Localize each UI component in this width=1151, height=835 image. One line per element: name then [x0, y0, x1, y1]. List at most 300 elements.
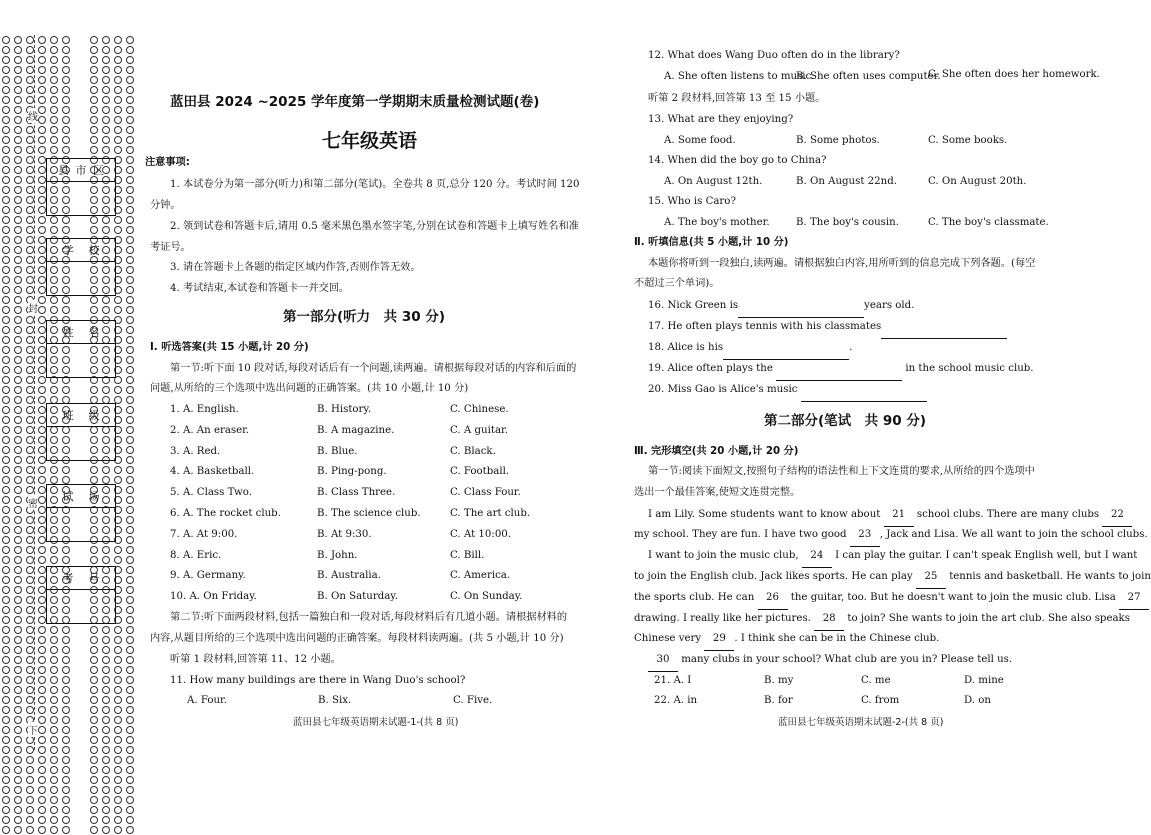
cloze-blank[interactable]: 22: [1102, 505, 1132, 527]
answer-dot: [62, 696, 70, 704]
answer-dot: [50, 476, 58, 484]
answer-dot: [126, 816, 134, 824]
answer-dot: [114, 666, 122, 674]
notice-line: 4. 考试结束,本试卷和答题卡一并交回。: [170, 283, 350, 294]
answer-dot: [38, 736, 46, 744]
bind-word-down: 下: [28, 722, 38, 737]
section2-heading: Ⅱ. 听填信息(共 5 小题,计 10 分): [634, 237, 789, 248]
answer-dot: [38, 666, 46, 674]
option: C. On August 20th.: [928, 176, 1027, 187]
answer-dot: [90, 776, 98, 784]
answer-dot: [62, 736, 70, 744]
option: A. Four.: [187, 695, 228, 706]
answer-dot: [38, 246, 46, 254]
answer-dot: [38, 486, 46, 494]
answer-dot: [114, 466, 122, 474]
answer-dot: [102, 716, 110, 724]
answer-dot: [90, 476, 98, 484]
answer-dot: [50, 636, 58, 644]
answer-dot: [102, 806, 110, 814]
answer-dot: [126, 596, 134, 604]
answer-dot: [2, 486, 10, 494]
answer-dot: [14, 646, 22, 654]
answer-dot: [50, 56, 58, 64]
answer-dot: [38, 746, 46, 754]
answer-dot: [90, 726, 98, 734]
answer-dot: [14, 796, 22, 804]
option: B. for: [764, 695, 793, 706]
answer-dot: [50, 686, 58, 694]
answer-dot: [14, 606, 22, 614]
section3-intro: 选出一个最佳答案,使短文连贯完整。: [634, 487, 801, 498]
answer-dot: [114, 816, 122, 824]
answer-dot: [26, 686, 34, 694]
answer-dot: [90, 216, 98, 224]
section3-heading: Ⅲ. 完形填空(共 20 小题,计 20 分): [634, 446, 799, 457]
answer-dot: [126, 356, 134, 364]
answer-dot: [126, 486, 134, 494]
answer-dot: [126, 696, 134, 704]
answer-dot: [50, 776, 58, 784]
answer-dot: [14, 256, 22, 264]
answer-dot: [62, 116, 70, 124]
answer-dot: [26, 76, 34, 84]
answer-blank[interactable]: [881, 317, 1007, 339]
cloze-blank[interactable]: 28: [814, 609, 844, 631]
cloze-blank[interactable]: 23: [850, 525, 880, 547]
answer-dot: [26, 456, 34, 464]
answer-dot: [14, 406, 22, 414]
answer-dot: [14, 166, 22, 174]
answer-dot: [14, 276, 22, 284]
answer-dot: [14, 376, 22, 384]
answer-dot: [14, 66, 22, 74]
answer-dot: [2, 156, 10, 164]
answer-dot: [2, 726, 10, 734]
answer-dot: [126, 236, 134, 244]
answer-dot: [102, 816, 110, 824]
answer-dot: [90, 806, 98, 814]
question-12: 12. What does Wang Duo often do in the library?: [648, 50, 900, 61]
answer-dot: [126, 46, 134, 54]
answer-dot: [90, 826, 98, 834]
answer-dot: [102, 796, 110, 804]
school-box[interactable]: 学 校: [46, 238, 116, 296]
bind-word-seal: 封: [28, 300, 38, 315]
answer-dot: [26, 486, 34, 494]
cloze-blank[interactable]: 30: [648, 650, 678, 672]
answer-dot: [38, 716, 46, 724]
exam-room-box[interactable]: 试 场: [46, 484, 116, 542]
answer-dot: [126, 546, 134, 554]
answer-dot: [26, 46, 34, 54]
answer-dot: [62, 46, 70, 54]
option: 6. A. The rocket club.: [170, 508, 281, 519]
answer-dot: [38, 676, 46, 684]
answer-dot: [2, 246, 10, 254]
answer-dot: [14, 696, 22, 704]
answer-dot: [114, 296, 122, 304]
answer-dot: [26, 266, 34, 274]
answer-dot: [14, 506, 22, 514]
answer-dot: [38, 296, 46, 304]
answer-dot: [38, 626, 46, 634]
county-box[interactable]: 县 市 区: [46, 158, 116, 216]
answer-dot: [26, 776, 34, 784]
option: C. Football.: [450, 466, 510, 478]
answer-dot: [90, 766, 98, 774]
part2-heading: 第二部分(笔试 共 90 分): [764, 413, 927, 429]
answer-dot: [2, 546, 10, 554]
answer-dot: [126, 506, 134, 514]
answer-dot: [2, 146, 10, 154]
answer-dot: [2, 136, 10, 144]
answer-dot: [26, 276, 34, 284]
answer-dot: [38, 136, 46, 144]
answer-dot: [38, 636, 46, 644]
answer-dot: [14, 516, 22, 524]
answer-dot: [114, 46, 122, 54]
answer-dot: [14, 656, 22, 664]
answer-dot: [26, 736, 34, 744]
answer-dot: [14, 536, 22, 544]
section1-part2-intro: 第二节:听下面两段材料,包括一篇独白和一段对话,每段材料后有几道小题。请根据材料的: [170, 612, 568, 623]
answer-dot: [26, 256, 34, 264]
answer-dot: [50, 146, 58, 154]
answer-dot: [2, 336, 10, 344]
answer-dot: [90, 86, 98, 94]
answer-dot: [26, 596, 34, 604]
answer-dot: [26, 356, 34, 364]
answer-dot: [90, 56, 98, 64]
answer-dot: [26, 96, 34, 104]
answer-dot: [38, 176, 46, 184]
cloze-blank[interactable]: 26: [758, 588, 788, 610]
answer-dot: [26, 426, 34, 434]
answer-dot: [26, 616, 34, 624]
answer-dot: [2, 806, 10, 814]
answer-dot: [2, 776, 10, 784]
answer-dot: [2, 306, 10, 314]
answer-dot: [26, 676, 34, 684]
answer-dot: [114, 786, 122, 794]
answer-blank[interactable]: [801, 380, 927, 402]
answer-dot: [26, 586, 34, 594]
answer-dot: [26, 286, 34, 294]
answer-dot: [14, 676, 22, 684]
cloze-blank[interactable]: 29: [704, 629, 734, 651]
answer-dot: [50, 106, 58, 114]
answer-dot: [14, 226, 22, 234]
answer-dot: [114, 136, 122, 144]
answer-dot: [126, 466, 134, 474]
answer-dot: [14, 366, 22, 374]
answer-dot: [126, 716, 134, 724]
answer-dot: [2, 206, 10, 214]
question-15: 15. Who is Caro?: [648, 196, 736, 207]
option: 21. A. I: [654, 675, 692, 686]
answer-dot: [114, 106, 122, 114]
answer-dot: [114, 696, 122, 704]
answer-dot: [114, 126, 122, 134]
notice-heading: 注意事项:: [145, 157, 190, 168]
cloze-blank[interactable]: 25: [916, 567, 946, 589]
answer-dot: [50, 546, 58, 554]
answer-dot: [114, 636, 122, 644]
answer-dot: [62, 96, 70, 104]
exam-number-box[interactable]: 考 号: [46, 566, 116, 624]
class-box[interactable]: 班 级: [46, 403, 116, 461]
answer-dot: [126, 426, 134, 434]
answer-dot: [62, 56, 70, 64]
answer-dot: [26, 66, 34, 74]
answer-dot: [114, 386, 122, 394]
answer-dot: [38, 316, 46, 324]
answer-dot: [62, 776, 70, 784]
answer-dot: [102, 556, 110, 564]
answer-dot: [26, 606, 34, 614]
bind-word-line: 线: [28, 108, 38, 123]
answer-dot: [38, 326, 46, 334]
cloze-blank[interactable]: 27: [1119, 588, 1149, 610]
answer-dot: [126, 496, 134, 504]
answer-dot: [90, 466, 98, 474]
answer-dot: [126, 456, 134, 464]
answer-dot: [62, 226, 70, 234]
answer-dot: [102, 56, 110, 64]
answer-dot: [126, 706, 134, 714]
answer-dot: [2, 506, 10, 514]
answer-dot: [126, 736, 134, 744]
answer-dot: [14, 476, 22, 484]
answer-dot: [114, 656, 122, 664]
answer-dot: [14, 416, 22, 424]
answer-dot: [38, 196, 46, 204]
option: A. The boy's mother.: [664, 217, 770, 228]
answer-dot: [2, 816, 10, 824]
answer-dot: [102, 476, 110, 484]
answer-dot: [38, 656, 46, 664]
answer-dot: [14, 136, 22, 144]
answer-dot: [14, 786, 22, 794]
answer-dot: [50, 86, 58, 94]
option: B. The science club.: [317, 508, 421, 519]
answer-dot: [114, 726, 122, 734]
exam-subtitle: 七年级英语: [322, 130, 418, 152]
option: 4. A. Basketball.: [170, 466, 255, 478]
answer-dot: [50, 626, 58, 634]
answer-dot: [14, 616, 22, 624]
answer-dot: [50, 126, 58, 134]
answer-dot: [62, 646, 70, 654]
answer-dot: [126, 376, 134, 384]
answer-dot: [126, 156, 134, 164]
answer-dot: [26, 226, 34, 234]
answer-dot: [2, 416, 10, 424]
answer-dot: [90, 386, 98, 394]
listen-material-1: 听第 1 段材料,回答第 11、12 小题。: [170, 654, 341, 665]
answer-dot: [38, 516, 46, 524]
answer-dot: [38, 186, 46, 194]
answer-dot: [126, 226, 134, 234]
answer-dot: [126, 516, 134, 524]
answer-dot: [126, 686, 134, 694]
answer-dot: [38, 96, 46, 104]
answer-dot: [26, 816, 34, 824]
answer-dot: [50, 66, 58, 74]
answer-dot: [102, 116, 110, 124]
answer-dot: [26, 796, 34, 804]
answer-dot: [50, 766, 58, 774]
answer-dot: [14, 446, 22, 454]
option: B. Some photos.: [796, 135, 880, 146]
answer-dot: [2, 396, 10, 404]
option: A. On August 12th.: [664, 176, 763, 187]
answer-dot: [102, 146, 110, 154]
answer-dot: [14, 426, 22, 434]
answer-dot: [2, 106, 10, 114]
answer-dot: [90, 626, 98, 634]
answer-dot: [38, 506, 46, 514]
answer-dot: [38, 156, 46, 164]
answer-dot: [114, 226, 122, 234]
answer-dot: [14, 56, 22, 64]
answer-dot: [90, 76, 98, 84]
answer-dot: [90, 746, 98, 754]
answer-dot: [38, 66, 46, 74]
answer-dot: [62, 796, 70, 804]
answer-dot: [2, 766, 10, 774]
answer-dot: [14, 566, 22, 574]
answer-dot: [2, 96, 10, 104]
answer-dot: [14, 466, 22, 474]
answer-dot: [62, 656, 70, 664]
cloze-blank[interactable]: 24: [802, 546, 832, 568]
answer-dot: [90, 686, 98, 694]
answer-dot: [38, 706, 46, 714]
answer-dot: [126, 646, 134, 654]
answer-dot: [102, 656, 110, 664]
answer-dot: [26, 566, 34, 574]
answer-dot: [50, 466, 58, 474]
option: B. Ping-pong.: [317, 466, 387, 478]
answer-dot: [38, 166, 46, 174]
answer-dot: [62, 76, 70, 84]
answer-dot: [114, 306, 122, 314]
question-17: 17. He often plays tennis with his classmates: [648, 317, 1007, 339]
answer-dot: [126, 776, 134, 784]
answer-dot: [38, 226, 46, 234]
answer-dot: [90, 106, 98, 114]
section2-intro: 本题你将听到一段独白,读两遍。请根据独白内容,用所听到的信息完成下列各题。(每空: [648, 258, 1036, 269]
answer-dot: [14, 666, 22, 674]
answer-dot: [50, 226, 58, 234]
answer-blank[interactable]: [776, 359, 902, 381]
answer-dot: [102, 756, 110, 764]
answer-dot: [2, 176, 10, 184]
answer-dot: [26, 576, 34, 584]
name-box[interactable]: 姓 名: [46, 320, 116, 378]
answer-dot: [38, 46, 46, 54]
answer-dot: [50, 116, 58, 124]
option: 8. A. Eric.: [170, 549, 222, 561]
answer-dot: [2, 496, 10, 504]
option: D. on: [964, 695, 991, 706]
binding-sidebar: [0, 0, 142, 793]
answer-dot: [38, 496, 46, 504]
answer-dot: [102, 626, 110, 634]
answer-dot: [2, 86, 10, 94]
answer-dot: [38, 466, 46, 474]
cloze-blank[interactable]: 21: [884, 505, 914, 527]
answer-dot: [2, 226, 10, 234]
answer-dot: [126, 386, 134, 394]
answer-dot: [50, 76, 58, 84]
answer-dot: [102, 676, 110, 684]
answer-dot: [2, 826, 10, 834]
option: B. John.: [317, 549, 358, 561]
answer-dot: [90, 676, 98, 684]
answer-dot: [26, 416, 34, 424]
answer-dot: [2, 626, 10, 634]
answer-dot: [26, 756, 34, 764]
option: 5. A. Class Two.: [170, 487, 252, 499]
answer-dot: [50, 716, 58, 724]
answer-dot: [126, 106, 134, 114]
answer-dot: [50, 656, 58, 664]
answer-dot: [38, 356, 46, 364]
binding-line: [34, 35, 35, 750]
answer-dot: [14, 756, 22, 764]
answer-dot: [126, 446, 134, 454]
answer-blank[interactable]: [723, 338, 849, 360]
option: B. History.: [317, 404, 372, 415]
answer-dot: [102, 66, 110, 74]
answer-dot: [2, 596, 10, 604]
passage-line: drawing. I really like her pictures. 28 to join? She wants to join the art club. She also speaks: [634, 609, 1130, 631]
answer-dot: [2, 326, 10, 334]
answer-dot: [38, 436, 46, 444]
answer-dot: [14, 206, 22, 214]
answer-dot: [2, 796, 10, 804]
answer-dot: [2, 266, 10, 274]
answer-dot: [126, 306, 134, 314]
answer-dot: [2, 426, 10, 434]
notice-line: 考证号。: [150, 242, 191, 253]
answer-dot: [2, 736, 10, 744]
answer-dot: [50, 646, 58, 654]
answer-dot: [126, 196, 134, 204]
option: C. Chinese.: [450, 404, 509, 415]
answer-blank[interactable]: [738, 296, 864, 318]
answer-dot: [14, 576, 22, 584]
option: C. Bill.: [450, 549, 485, 561]
answer-dot: [2, 446, 10, 454]
option: D. mine: [964, 675, 1004, 686]
answer-dot: [26, 466, 34, 474]
answer-dot: [50, 216, 58, 224]
bind-word-secret: 密: [28, 495, 38, 510]
answer-dot: [38, 256, 46, 264]
answer-dot: [114, 146, 122, 154]
answer-dot: [126, 416, 134, 424]
answer-dot: [102, 546, 110, 554]
option: C. On Sunday.: [450, 591, 523, 603]
answer-dot: [102, 226, 110, 234]
answer-dot: [62, 786, 70, 794]
section3-intro: 第一节:阅读下面短文,按照句子结构的语法性和上下文连贯的要求,从所给的四个选项中: [648, 466, 1035, 477]
answer-dot: [126, 726, 134, 734]
